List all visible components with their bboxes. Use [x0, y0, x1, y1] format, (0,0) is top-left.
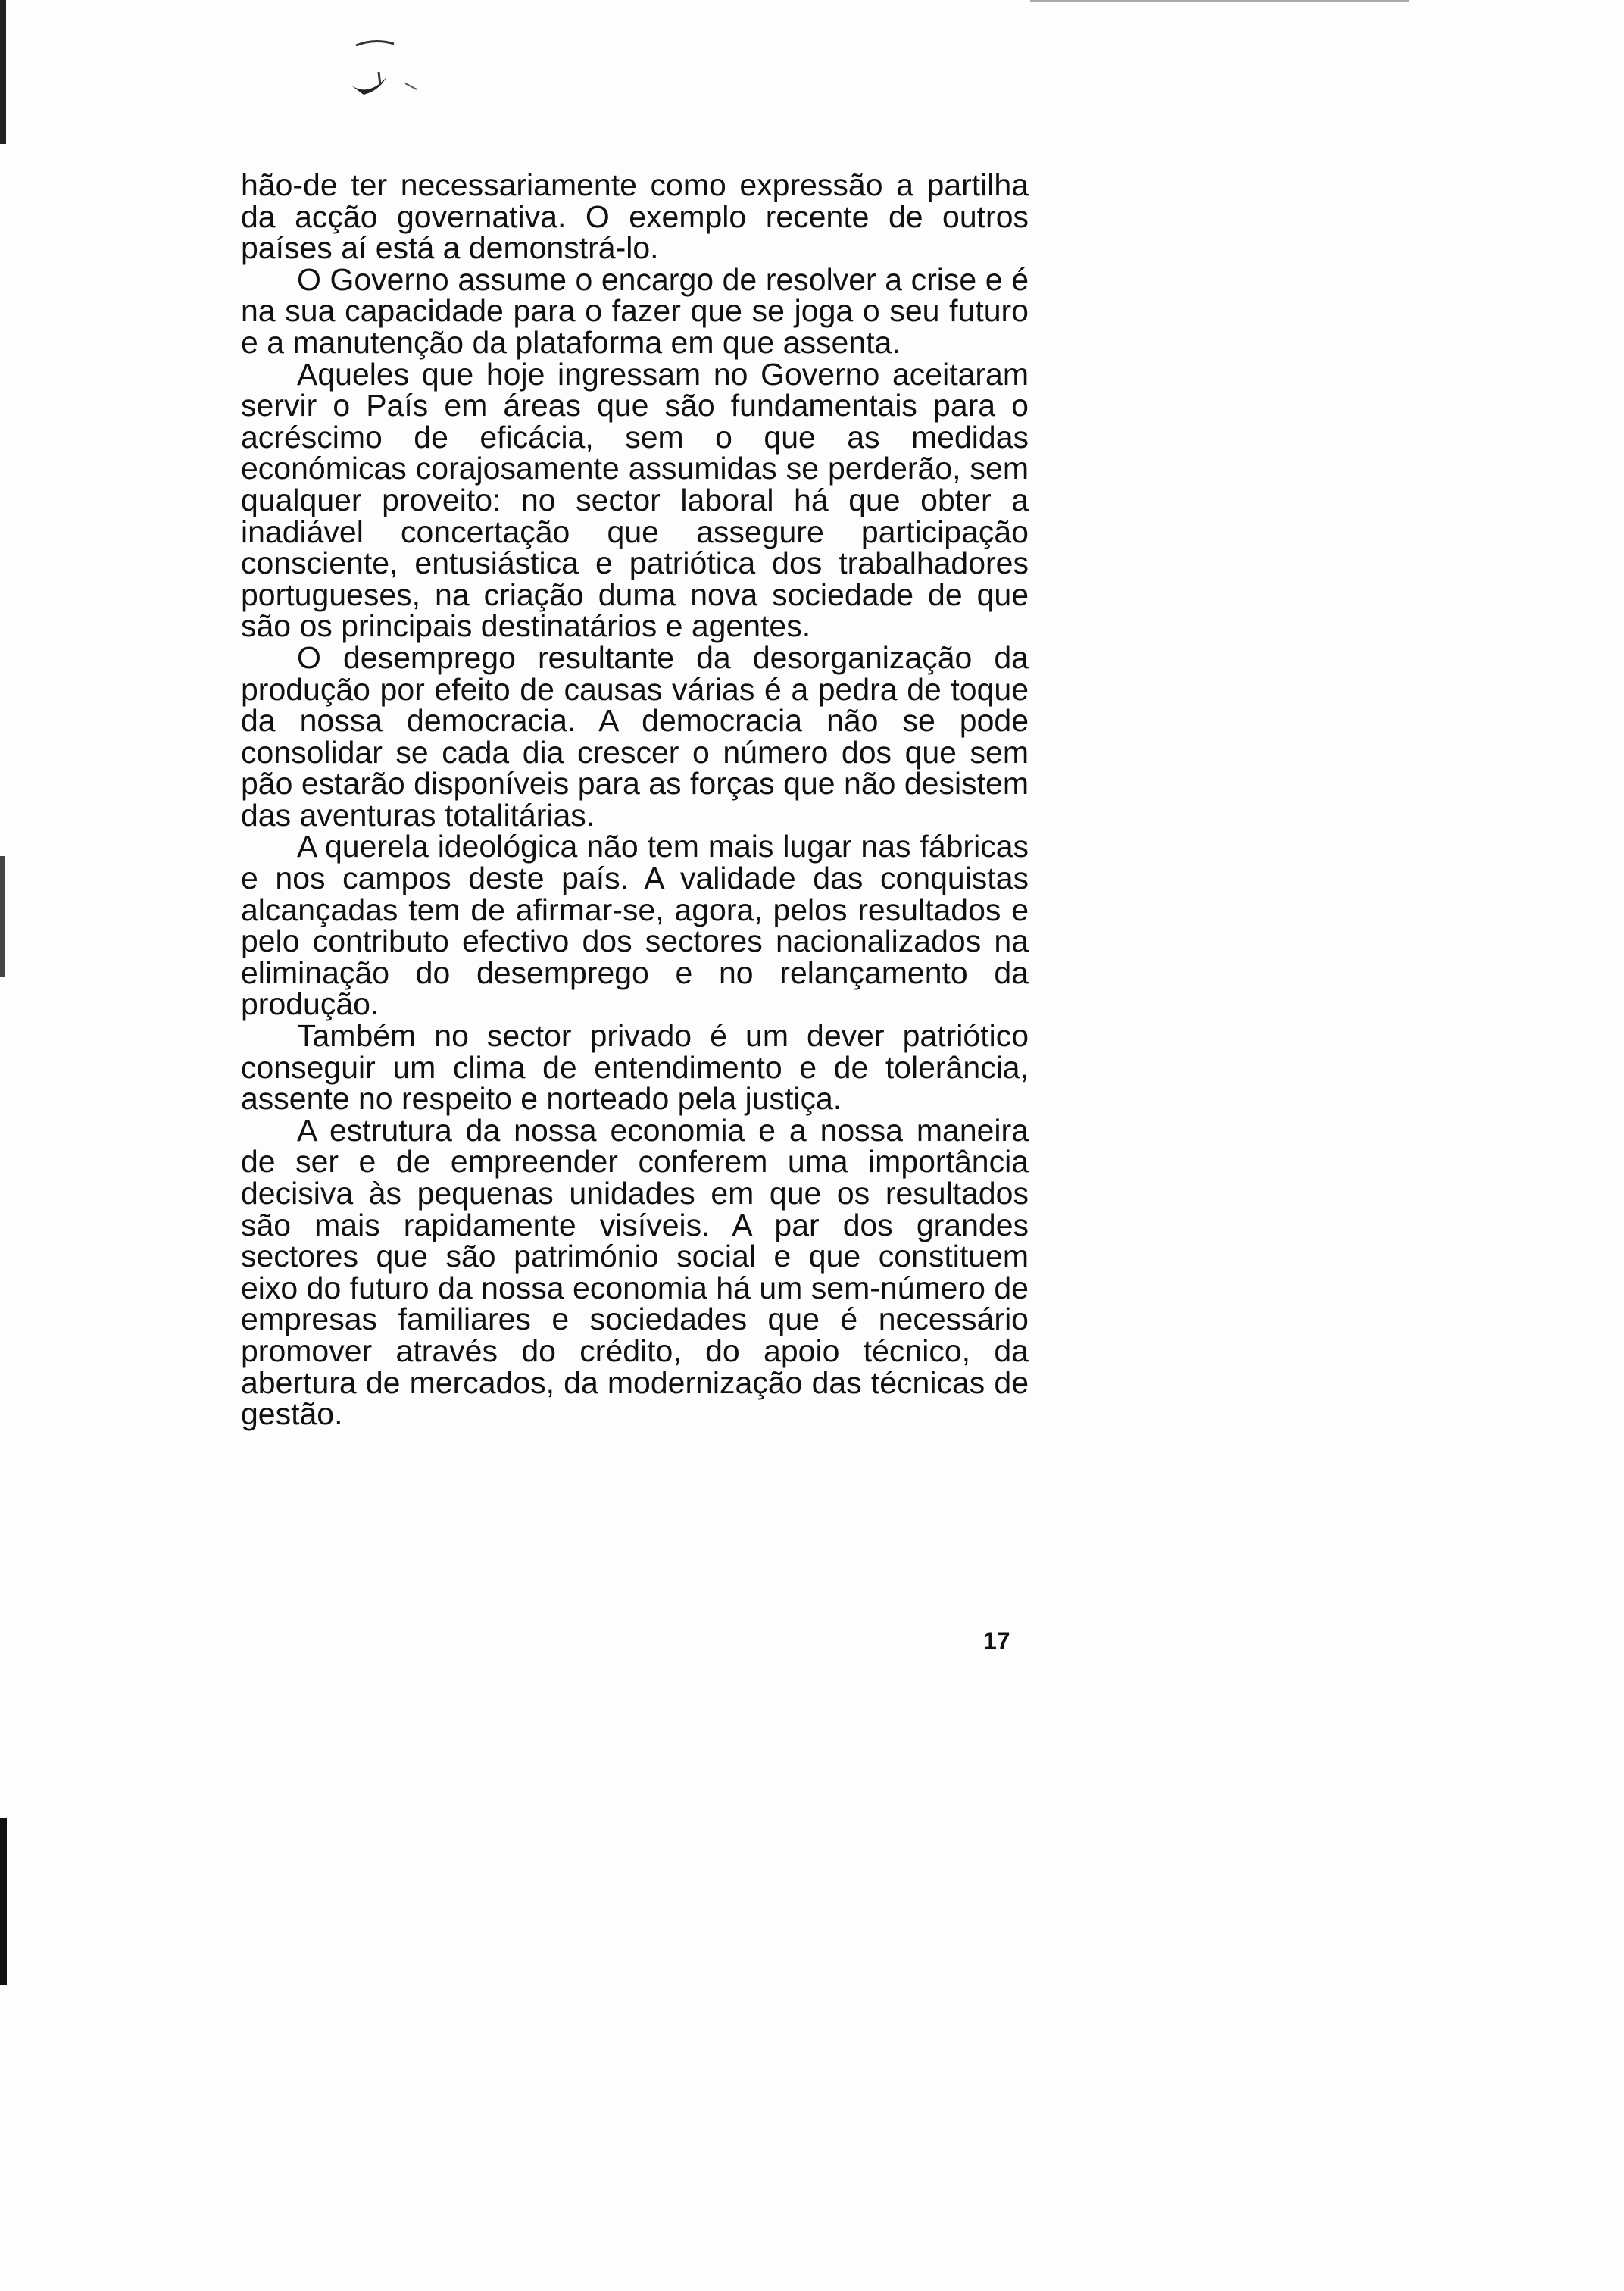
paragraph-2: O Governo assume o encargo de resolver a crise e é na sua capacidade para o fazer que se joga o seu futuro e a manutenção da plataforma em que assenta. — [241, 261, 1029, 360]
paragraph-4: O desemprego resultante da desorganização da produção por efeito de causas várias é a pedra de toque da nossa democracia. A democracia não se pode consolidar se cada dia crescer o número dos que sem pão estarão disponíveis para as forças que não desistem das aventuras totalitárias. — [241, 639, 1029, 833]
paragraph-5: A querela ideológica não tem mais lugar nas fábricas e nos campos deste país. A validade das conquistas alcançadas tem de afirmar-se, agora, pelos resultados e pelo contributo efectivo dos sectores nacionalizados na eliminação do desemprego e no relançamento da produção. — [241, 829, 1029, 1022]
scan-edge-line — [1030, 0, 1409, 2]
scan-edge-mark — [0, 856, 5, 977]
paragraph-3: Aqueles que hoje ingressam no Governo aceitaram servir o País em áreas que são fundamentais para o acréscimo de eficácia, sem o que as medidas económicas corajosamente assumidas se perderão, sem qualquer proveito: no sector laboral há que obter a inadiável concertação que assegure participação consciente, entusiástica e patriótica dos trabalhadores portugueses, na criação duma nova sociedade de que são os principais destinatários e agentes. — [241, 356, 1029, 644]
paragraph-1: hão-de ter necessariamente como expressão a partilha da acção governativa. O exemplo recente de outros países aí está a demonstrá-lo. — [241, 167, 1029, 266]
ink-smudge — [333, 30, 447, 106]
body-text — [241, 167, 1029, 1432]
page-number: 17 — [983, 1627, 1010, 1655]
paragraph-7: A estrutura da nossa economia e a nossa maneira de ser e de empreender conferem uma importância decisiva às pequenas unidades em que os resultados são mais rapidamente visíveis. A par dos grandes sectores que são património social e que constituem eixo do futuro da nossa economia há um sem-número de empresas familiares e sociedades que é necessário promover através do crédito, do apoio técnico, da abertura de mercados, da modernização das técnicas de gestão. — [241, 1112, 1029, 1432]
paragraph-6: Também no sector privado é um dever patriótico conseguir um clima de entendimento e de tolerância, assente no respeito e norteado pela justiça. — [241, 1018, 1029, 1117]
scan-edge-mark — [0, 0, 6, 144]
scan-edge-mark — [0, 1818, 7, 1985]
